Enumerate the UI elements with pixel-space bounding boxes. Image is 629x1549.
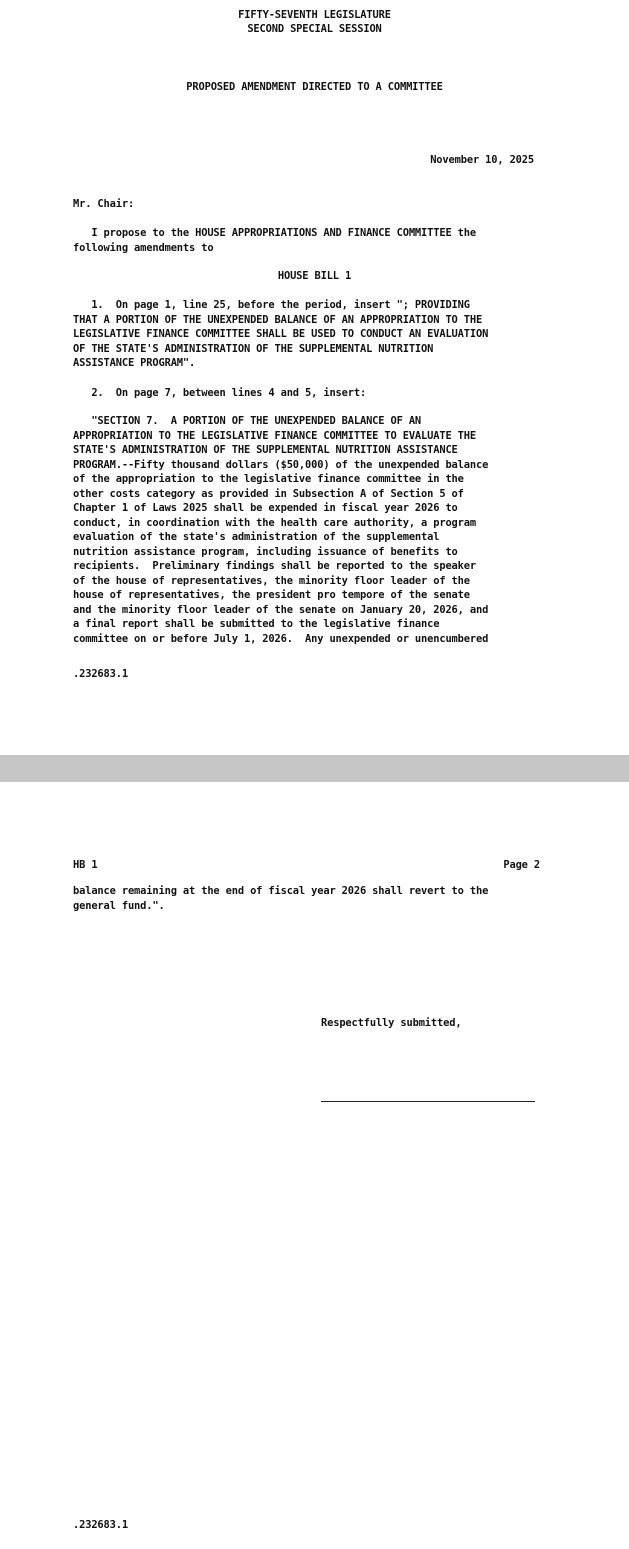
amendment-item-2: 2. On page 7, between lines 4 and 5, insert: [73,387,367,399]
continuation-line: balance remaining at the end of fiscal year 2026 shall revert to the [73,885,489,897]
intro-line: I propose to the HOUSE APPROPRIATIONS AND FINANCE COMMITTEE the [73,227,476,239]
document-page-2 [0,782,629,1549]
page2-header-page-number: Page 2 [503,859,540,871]
item1-line: THAT A PORTION OF THE UNEXPENDED BALANCE OF AN APPROPRIATION TO THE [73,313,483,326]
section-line: evaluation of the state's administration of the supplemental [73,531,440,543]
section-line: Chapter 1 of Laws 2025 shall be expended in fiscal year 2026 to [73,502,458,514]
section-line: conduct, in coordination with the health care authority, a program [73,516,476,529]
section-line: of the appropriation to the legislative finance committee in the [73,473,464,485]
item1-line: ASSISTANCE PROGRAM". [73,357,196,369]
page2-footer-id: .232683.1 [73,1519,128,1531]
section-line: recipients. Preliminary findings shall be reported to the speaker [73,560,476,572]
section-continuation [73,884,488,913]
section-line: of the house of representatives, the minority floor leader of the [73,574,470,587]
section-line: committee on or before July 1, 2026. Any unexpended or unencumbered [73,632,489,645]
intro-paragraph [73,226,476,255]
signature-line [321,1101,535,1102]
intro-line: following amendments to [73,241,214,254]
page1-footer-id: .232683.1 [73,668,128,680]
session-title: SECOND SPECIAL SESSION [247,23,382,35]
amendment-date: November 10, 2025 [430,154,534,166]
salutation: Mr. Chair: [73,198,135,210]
amendment-item-1 [73,298,488,371]
continuation-line: general fund.". [73,899,165,912]
inserted-section-7 [73,414,488,646]
section-line: nutrition assistance program, including issuance of benefits to [73,545,458,558]
section-line: and the minority floor leader of the senate on January 20, 2026, and [73,603,489,616]
legislature-title: FIFTY-SEVENTH LEGISLATURE [238,9,391,21]
section-line: other costs category as provided in Subsection A of Section 5 of [73,487,464,500]
item1-line: OF THE STATE'S ADMINISTRATION OF THE SUPPLEMENTAL NUTRITION [73,342,434,355]
section-line: a final report shall be submitted to the legislative finance [73,618,440,630]
section-line: PROGRAM.--Fifty thousand dollars ($50,000) of the unexpended balance [73,458,489,471]
item1-line: 1. On page 1, line 25, before the period, insert "; PROVIDING [73,299,470,311]
section-line: APPROPRIATION TO THE LEGISLATIVE FINANCE COMMITTEE TO EVALUATE THE [73,429,476,442]
closing-respectfully-submitted: Respectfully submitted, [321,1017,462,1029]
page-separator [0,755,629,782]
section-line: house of representatives, the president pro tempore of the senate [73,589,470,601]
section-line: STATE'S ADMINISTRATION OF THE SUPPLEMENTAL NUTRITION ASSISTANCE [73,444,458,456]
bill-title: HOUSE BILL 1 [277,270,352,282]
section-line: "SECTION 7. A PORTION OF THE UNEXPENDED BALANCE OF AN [73,415,422,427]
document-page-1 [0,0,629,755]
page2-header-bill: HB 1 [73,859,98,871]
amendment-heading: PROPOSED AMENDMENT DIRECTED TO A COMMITTEE [186,81,443,93]
item1-line: LEGISLATIVE FINANCE COMMITTEE SHALL BE USED TO CONDUCT AN EVALUATION [73,328,489,340]
